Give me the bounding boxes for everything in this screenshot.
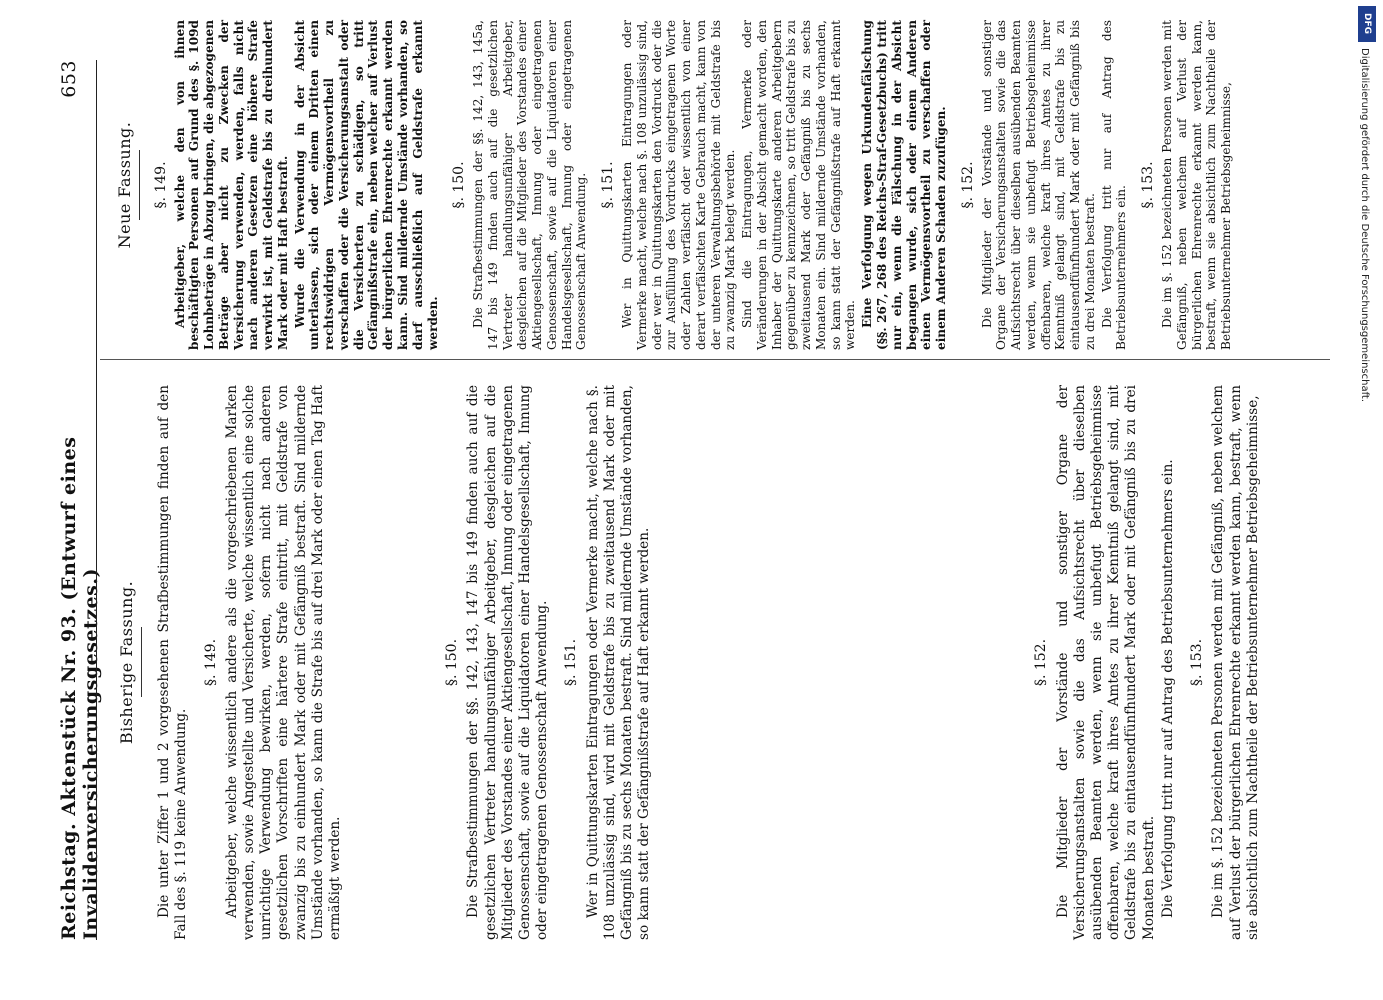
digitization-margin xyxy=(1356,6,1378,866)
new-s153-text: Die im §. 152 bezeichneten Personen werden mit Gefängniß, neben welchem auf Verlust der bürgerlichen Ehrenrechte erkannt werden kann, bestraft, wenn sie absichtlich zum Nachtheile der Betriebsunternehmer Betriebsgeheimnisse, xyxy=(1160,20,1234,350)
old-s151-heading: §. 151. xyxy=(563,638,580,687)
old-s149-text: Arbeitgeber, welche wissentlich andere als die vorgeschriebenen Marken verwenden, sowie Angestellte und Versicherte, welche wissentlich eine solche unrichtige Verwendung bewirken, werden, sofern nicht nach anderen gesetzlichen Vorschriften eine härtere Strafe eintritt, mit Geldstrafe von zwanzig bis zu einhundert Mark oder mit Gefängniß bestraft. Sind mildernde Umstände vorhanden, so kann die Strafe bis auf drei Mark oder einen Tag Haft ermäßigt werden. xyxy=(223,385,344,940)
new-s152-heading: §. 152. xyxy=(959,161,976,209)
page-header xyxy=(58,60,102,940)
new-s151-text-2: Sind die Eintragungen, Vermerke oder Veränderungen in der Absicht gemacht worden, den Inhaber der Quittungskarte anderen Arbeitgebern gegenüber zu kennzeichnen, so tritt Geldstrafe bis zu zweitausend Mark oder Gefängniß bis zu sechs Monaten ein. Sind mildernde Umstände vorhanden, so kann statt der Gefängnißstrafe auf Haft erkannt werden. xyxy=(740,20,858,350)
old-column-title: Bisherige Fassung. xyxy=(117,580,136,745)
new-s150-text: Die Strafbestimmungen der §§. 142, 143, 145a, 147 bis 149 finden auch auf die gesetzlichen Vertreter handlungsunfähiger Arbeitgeber, desgleichen auf die Mitglieder des Vorstandes einer Aktiengesellschaft, Innung oder eingetragenen Genossenschaft, sowie auf die Liquidatoren einer Handelsgesellschaft, Innung oder eingetragenen Genossenschaft Anwendung. xyxy=(471,20,589,350)
new-s149-heading: §. 149. xyxy=(152,161,169,209)
old-intro: Die unter Ziffer 1 und 2 vorgesehenen Strafbestimmungen finden auf den Fall des §. 119 keine Anwendung. xyxy=(156,385,190,940)
old-s152-heading: §. 152. xyxy=(1033,638,1050,687)
new-s149-text-2: Wurde die Verwendung in der Absicht unterlassen, sich oder einem Dritten einen rechtswidrigen Vermögensvortheil zu verschaffen oder die Versicherungsanstalt oder die Versicherten zu schädigen, so tritt Gefängnißstrafe ein, neben welcher auf Verlust der bürgerlichen Ehrenrechte erkannt werden kann. Sind mildernde Umstände vorhanden, so darf ausschließlich auf Geldstrafe erkannt werden. xyxy=(292,20,440,350)
old-title-rule xyxy=(141,628,142,698)
old-s153-text: Die im §. 152 bezeichneten Personen werden mit Gefängniß, neben welchem auf Verlust der bürgerlichen Ehrenrechte erkannt werden kann, bestraft, wenn sie absichtlich zum Nachtheile der Betriebsunternehmer Betriebsgeheimnisse, xyxy=(1210,385,1261,940)
new-title-rule xyxy=(139,150,140,220)
digitization-note: Digitalisierung gefördert durch die Deutsche Forschungsgemeinschaft. xyxy=(1359,48,1370,403)
page-number: 653 xyxy=(58,60,80,98)
old-s150-heading: §. 150. xyxy=(444,638,461,687)
old-s152-text-2: Die Verfolgung tritt nur auf Antrag des Betriebsunternehmers ein. xyxy=(1159,459,1176,918)
column-old-version xyxy=(100,385,1264,940)
old-s150-text: Die Strafbestimmungen der §§. 142, 143, 147 bis 149 finden auch auf die gesetzlichen Vertreter handlungsunfähiger Arbeitgeber, desgleichen auf die Mitglieder des Vorstandes einer Aktiengesellschaft, Innung oder eingetragenen Genossenschaft, sowie auf die Liquidatoren einer Handelsgesellschaft, Innung oder eingetragenen Genossenschaft Anwendung. xyxy=(465,385,551,940)
new-s150-heading: §. 150. xyxy=(451,161,468,209)
header-title: Reichstag. Aktenstück Nr. 93. (Entwurf eines Invalidenversicherungsgesetzes.) xyxy=(58,436,102,940)
old-s149-heading: §. 149. xyxy=(202,638,219,687)
dfg-logo: DFG xyxy=(1358,6,1376,42)
new-s153-heading: §. 153. xyxy=(1140,161,1157,209)
new-s149-text: Arbeitgeber, welche den von ihnen beschäftigten Personen auf Grund des §. 109d Lohnbeträge in Abzug bringen, die abgezogenen Beträge aber nicht zu Zwecken der Versicherung verwenden, werden, falls nicht nach anderen Gesetzen eine höhere Strafe verwirkt ist, mit Geldstrafe bis zu dreihundert Mark oder mit Haft bestraft. xyxy=(172,20,290,350)
old-s152-text: Die Mitglieder der Vorstände und sonstiger Organe der Versicherungsanstalten sowie die das Aufsichtsrecht über dieselben ausübenden Beamten werden, wenn sie unbefugt Betriebsgeheimnisse offenbaren, welche kraft ihres Amtes zu ihrer Kenntniß gelangt sind, mit Geldstrafe bis zu eintausendfünfhundert Mark oder mit Gefängniß bis zu drei Monaten bestraft. xyxy=(1054,385,1157,940)
new-s152-text: Die Mitglieder der Vorstände und sonstiger Organe der Versicherungsanstalten sowie die das Aufsichtsrecht über dieselben ausübenden Beamten werden, wenn sie unbefugt Betriebsgeheimnisse offenbaren, welche kraft ihres Amtes zu ihrer Kenntniß gelangt sind, mit Geldstrafe bis zu eintausendfünfhundert Mark oder mit Gefängniß bis zu drei Monaten bestraft. xyxy=(979,20,1097,350)
new-s151-text-3: Eine Verfolgung wegen Urkundenfälschung (§§. 267, 268 des Reichs-Straf-Gesetzbuchs) tritt nur ein, wenn die Fälschung in der Absicht begangen wurde, sich oder einem Anderen einen Vermögensvortheil zu verschaffen oder einem Anderen Schaden zuzufügen. xyxy=(860,20,949,350)
header-rule xyxy=(96,60,97,940)
new-column-title: Neue Fassung. xyxy=(115,121,134,249)
new-s151-heading: §. 151. xyxy=(600,161,617,209)
column-divider xyxy=(100,359,1330,360)
new-s152-text-2: Die Verfolgung tritt nur auf Antrag des Betriebsunternehmers ein. xyxy=(1099,20,1129,350)
old-s153-heading: §. 153. xyxy=(1189,638,1206,687)
column-new-version-text xyxy=(100,20,1236,350)
new-s151-text: Wer in Quittungskarten Eintragungen oder Vermerke macht, welche nach §. 108 unzulässig sind, oder wer in Quittungskarten den Vordruck oder die zur Ausfüllung des Vordrucks eingetragenen Worte oder Zahlen verfälscht oder wissentlich von einer derart verfälschten Karte Gebrauch macht, kann von der unteren Verwaltungsbehörde mit Geldstrafe bis zu zwanzig Mark belegt werden. xyxy=(619,20,738,350)
old-s151-text: Wer in Quittungskarten Eintragungen oder Vermerke macht, welche nach §. 108 unzulässig sind, wird mit Geldstrafe bis zu zweitausend Mark oder mit Gefängniß bis zu sechs Monaten bestraft. Sind mildernde Umstände vorhanden, so kann statt der Gefängnißstrafe auf Haft erkannt werden. xyxy=(584,385,653,940)
